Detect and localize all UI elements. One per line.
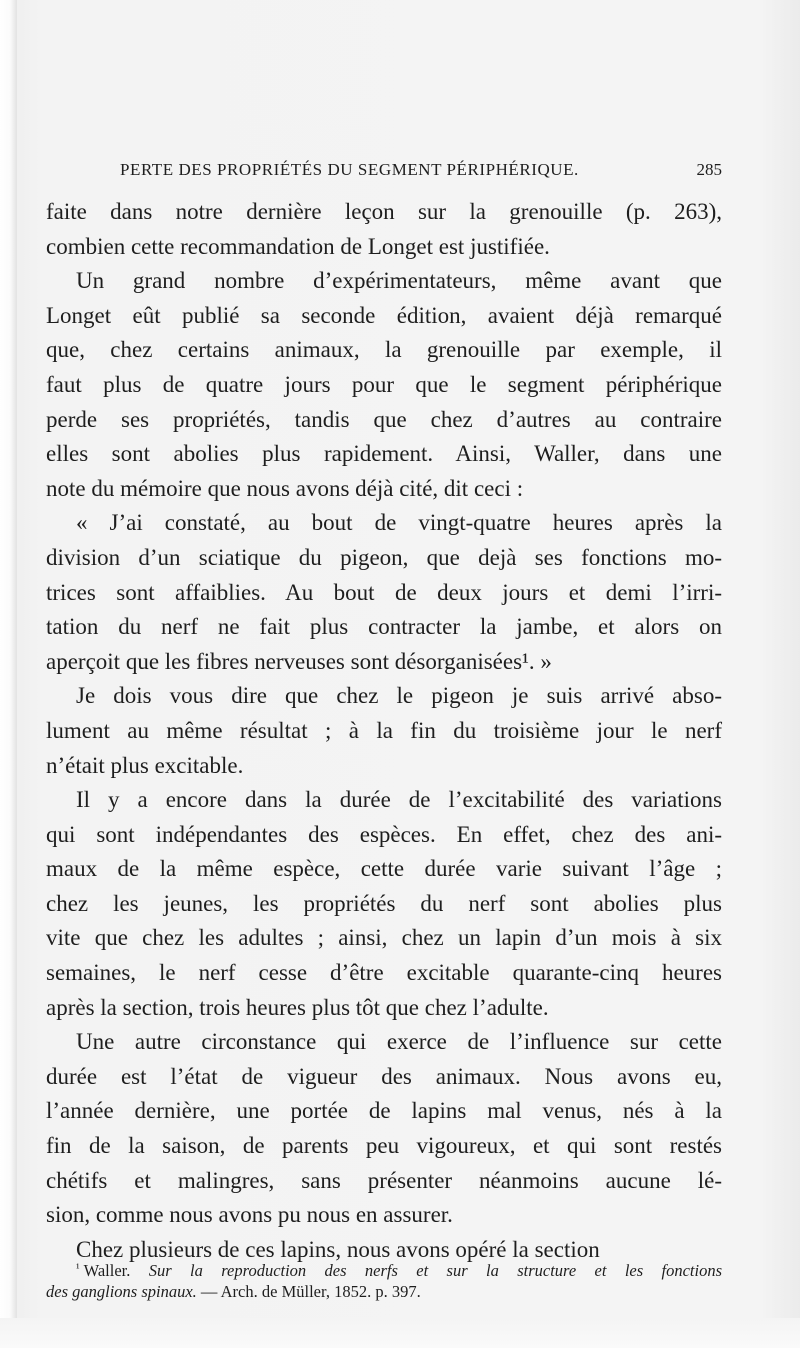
text-line: vite que chez les adultes ; ainsi, chez un lapin d’un mois à six — [46, 925, 722, 951]
text-line: Longet eût publié sa seconde édition, avaient déjà remarqué — [46, 302, 722, 328]
text-line: après la section, trois heures plus tôt que chez l’adulte. — [46, 994, 549, 1020]
text-line: perde ses propriétés, tandis que chez d’autres au contraire — [46, 406, 722, 432]
body-text — [46, 195, 722, 1267]
text-line: Une autre circonstance qui exerce de l’influence sur cette — [76, 1029, 722, 1055]
text-line: chétifs et malingres, sans présenter néanmoins aucune lé- — [46, 1167, 722, 1193]
text-line: lument au même résultat ; à la fin du troisième jour le nerf — [46, 717, 722, 743]
footnote — [46, 1257, 722, 1303]
footnote-line — [46, 1257, 722, 1280]
text-line: note du mémoire que nous avons déjà cité, dit ceci : — [46, 475, 524, 501]
page-number: 285 — [696, 160, 722, 179]
text-line: « J’ai constaté, au bout de vingt-quatre heures après la — [76, 510, 722, 536]
footnote-source: — Arch. de Müller, 1852. p. 397. — [200, 1282, 421, 1301]
text-line: Je dois vous dire que chez le pigeon je suis arrivé abso- — [76, 683, 722, 709]
text-line: tation du nerf ne fait plus contracter la jambe, et alors on — [46, 614, 722, 640]
text-line: faite dans notre dernière leçon sur la grenouille (p. 263), — [46, 199, 722, 224]
footnote-title: Sur la reproduction des nerfs et sur la structure et les fonctions — [148, 1261, 723, 1280]
text-line: l’année dernière, une portée de lapins mal venus, nés à la — [46, 1098, 722, 1124]
text-line: trices sont affaiblies. Au bout de deux jours et demi l’irri- — [46, 579, 722, 605]
running-head — [120, 160, 722, 188]
footnote-author: Waller. — [83, 1261, 131, 1280]
text-line: sion, comme nous avons pu nous en assurer. — [46, 1202, 453, 1228]
text-line: Il y a encore dans la durée de l’excitabilité des variations — [76, 787, 722, 813]
text-line: que, chez certains animaux, la grenouille par exemple, il — [46, 337, 722, 363]
text-line: qui sont indépendantes des espèces. En effet, chez des ani- — [46, 821, 722, 847]
text-line: faut plus de quatre jours pour que le segment périphérique — [46, 371, 722, 397]
text-line: chez les jeunes, les propriétés du nerf sont abolies plus — [46, 890, 722, 916]
text-line: maux de la même espèce, cette durée varie suivant l’âge ; — [46, 856, 722, 882]
text-line: aperçoit que les fibres nerveuses sont désorganisées¹. » — [46, 648, 552, 674]
text-line: Chez plusieurs de ces lapins, nous avons opéré la section — [76, 1236, 600, 1262]
text-line: semaines, le nerf cesse d’être excitable quarante-cinq heures — [46, 960, 722, 986]
text-line: n’était plus excitable. — [46, 752, 244, 778]
text-line: elles sont abolies plus rapidement. Ainsi, Waller, dans une — [46, 441, 722, 467]
text-line: fin de la saison, de parents peu vigoureux, et qui sont restés — [46, 1133, 722, 1159]
text-line: Un grand nombre d’expérimentateurs, même avant que — [76, 268, 722, 294]
footnote-title: des ganglions spinaux. — [46, 1282, 197, 1301]
text-line: division d’un sciatique du pigeon, que dejà ses fonctions mo- — [46, 544, 722, 570]
page-edge — [0, 0, 17, 1348]
running-title: PERTE DES PROPRIÉTÉS DU SEGMENT PÉRIPHÉRIQUE. — [120, 160, 579, 179]
page-bottom-margin — [0, 1318, 800, 1348]
text-line: durée est l’état de vigueur des animaux. Nous avons eu, — [46, 1063, 722, 1089]
footnote-line — [46, 1280, 722, 1303]
text-line: combien cette recommandation de Longet est justifiée. — [46, 233, 550, 259]
footnote-marker: ¹ — [76, 1261, 80, 1275]
